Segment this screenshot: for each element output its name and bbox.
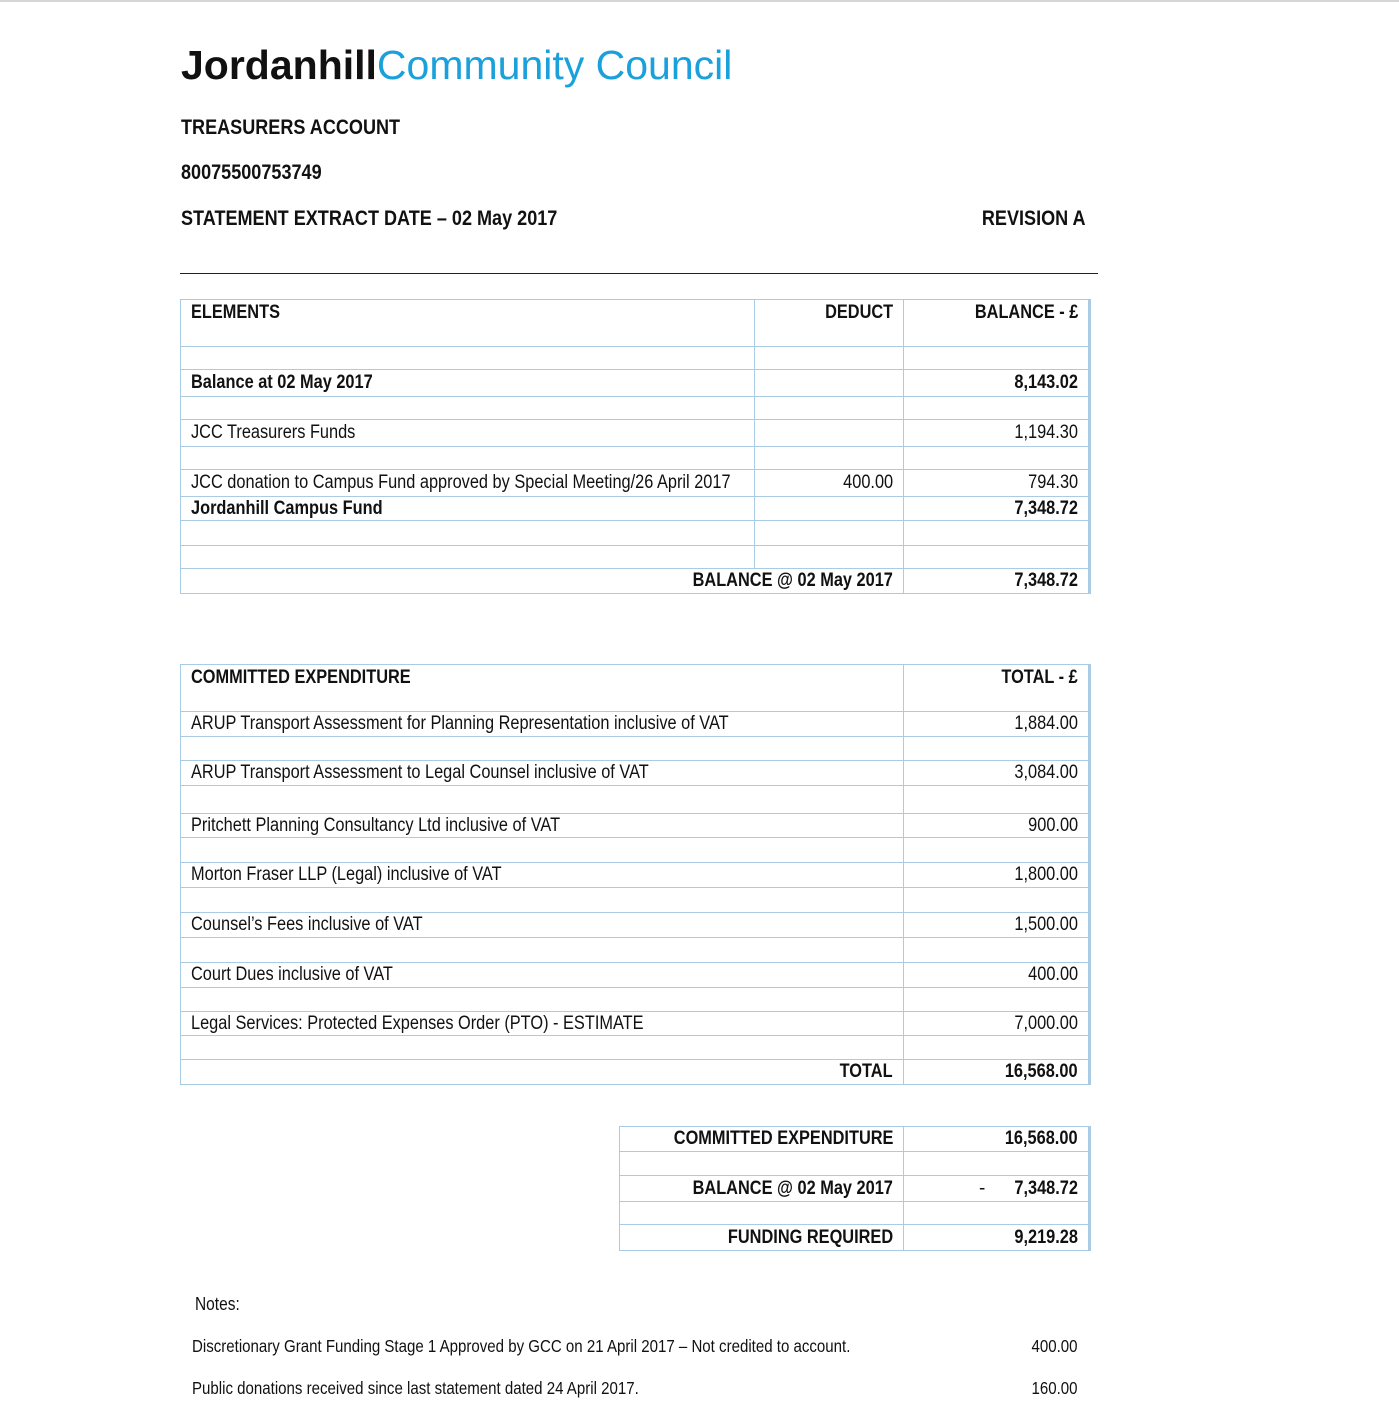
table-row-total: 1,884.00 xyxy=(904,712,1088,736)
table-row-balance xyxy=(904,521,1088,545)
table-row-total xyxy=(904,737,1088,760)
table-row-deduct: 400.00 xyxy=(755,470,903,496)
committed-expenditure-table xyxy=(180,664,1091,1085)
summary-row-value xyxy=(904,1152,1088,1175)
summary-row-label xyxy=(620,1202,903,1224)
table-row-label: ARUP Transport Assessment to Legal Counsel inclusive of VAT xyxy=(181,761,903,785)
table-row-label xyxy=(181,347,754,369)
table-row-total: 3,084.00 xyxy=(904,761,1088,785)
table-row-label: Jordanhill Campus Fund xyxy=(181,497,754,520)
table-row-label xyxy=(181,447,754,469)
table-row-deduct xyxy=(755,521,903,545)
table-row-label: Legal Services: Protected Expenses Order (PTO) - ESTIMATE xyxy=(181,1012,903,1035)
statement-date: STATEMENT EXTRACT DATE – 02 May 2017 xyxy=(181,207,558,230)
table-row-label: Counsel’s Fees inclusive of VAT xyxy=(181,913,903,937)
footer-balance-value: 7,348.72 xyxy=(904,569,1088,593)
title-community-council: Community Council xyxy=(376,42,733,88)
summary-row-label: BALANCE @ 02 May 2017 xyxy=(620,1176,903,1201)
table-row-deduct xyxy=(755,546,903,568)
table-row-label: JCC donation to Campus Fund approved by Special Meeting/26 April 2017 xyxy=(181,470,754,496)
footer-balance-label: BALANCE @ 02 May 2017 xyxy=(181,569,903,593)
table-row-label xyxy=(181,938,903,962)
table-row-balance xyxy=(904,347,1088,369)
table-row-label xyxy=(181,888,903,912)
summary-row-value: 9,219.28 xyxy=(904,1225,1088,1250)
table-row-balance: 1,194.30 xyxy=(904,420,1088,446)
table-row-total: 1,500.00 xyxy=(904,913,1088,937)
table-row-deduct xyxy=(755,447,903,469)
elements-table xyxy=(180,299,1091,594)
table-row-balance: 794.30 xyxy=(904,470,1088,496)
top-border xyxy=(0,0,1399,2)
table-row-label: JCC Treasurers Funds xyxy=(181,420,754,446)
table-row-label xyxy=(181,737,903,760)
notes-label: Notes: xyxy=(195,1294,240,1314)
header-deduct: DEDUCT xyxy=(755,300,903,346)
minus-sign: - xyxy=(979,1177,986,1199)
table-row-total xyxy=(904,1036,1088,1059)
table-row-label xyxy=(181,546,754,568)
table-row-balance: 7,348.72 xyxy=(904,497,1088,520)
table-row-label xyxy=(181,521,754,545)
table-row-deduct xyxy=(755,420,903,446)
table-row-deduct xyxy=(755,497,903,520)
table-row-total xyxy=(904,988,1088,1011)
table-row-deduct xyxy=(755,370,903,396)
council-title xyxy=(181,42,732,89)
summary-row-value: 16,568.00 xyxy=(904,1127,1088,1151)
account-name: TREASURERS ACCOUNT xyxy=(181,116,401,139)
table-row-balance xyxy=(904,447,1088,469)
table-row-total: 900.00 xyxy=(904,814,1088,837)
table-row-label: Morton Fraser LLP (Legal) inclusive of VAT xyxy=(181,863,903,887)
summary-row-value: - 7,348.72 xyxy=(904,1176,1088,1201)
summary-row-label: COMMITTED EXPENDITURE xyxy=(620,1127,903,1151)
header-committed: COMMITTED EXPENDITURE xyxy=(181,665,903,711)
summary-row-label xyxy=(620,1152,903,1175)
note-grant: Discretionary Grant Funding Stage 1 Approved by GCC on 21 April 2017 – Not credited to account. xyxy=(192,1336,851,1356)
summary-table xyxy=(619,1126,1091,1251)
table-row-label: Balance at 02 May 2017 xyxy=(181,370,754,396)
table-row-label: Pritchett Planning Consultancy Ltd inclusive of VAT xyxy=(181,814,903,837)
table-row-total xyxy=(904,838,1088,862)
table-row-deduct xyxy=(755,347,903,369)
table-row-total: 1,800.00 xyxy=(904,863,1088,887)
note-donations: Public donations received since last statement dated 24 April 2017. xyxy=(192,1378,639,1398)
header-elements: ELEMENTS xyxy=(181,300,754,346)
table-row-label xyxy=(181,838,903,862)
table-row-label: ARUP Transport Assessment for Planning Representation inclusive of VAT xyxy=(181,712,903,736)
summary-row-value xyxy=(904,1202,1088,1224)
table-row-label xyxy=(181,786,903,813)
header-balance: BALANCE - £ xyxy=(904,300,1088,346)
table-row-balance: 8,143.02 xyxy=(904,370,1088,396)
revision-label: REVISION A xyxy=(982,207,1086,230)
table-row-balance xyxy=(904,397,1088,419)
table-row-label: Court Dues inclusive of VAT xyxy=(181,963,903,987)
table-row-total: 400.00 xyxy=(904,963,1088,987)
header-total: TOTAL - £ xyxy=(904,665,1088,711)
summary-row-label: FUNDING REQUIRED xyxy=(620,1225,903,1250)
table-row-label xyxy=(181,988,903,1011)
title-jordanhill: Jordanhill xyxy=(181,42,377,88)
note-grant-value: 400.00 xyxy=(1031,1336,1078,1356)
table-row-label xyxy=(181,1036,903,1059)
table-row-deduct xyxy=(755,397,903,419)
table-row-balance xyxy=(904,546,1088,568)
table-row-total: 7,000.00 xyxy=(904,1012,1088,1035)
account-number: 80075500753749 xyxy=(181,161,322,184)
table-row-total xyxy=(904,938,1088,962)
header-rule xyxy=(180,273,1098,274)
table-row-total xyxy=(904,888,1088,912)
footer-total-label: TOTAL xyxy=(181,1060,903,1084)
table-row-total xyxy=(904,786,1088,813)
footer-total-value: 16,568.00 xyxy=(904,1060,1088,1084)
note-donations-value: 160.00 xyxy=(1031,1378,1078,1398)
table-row-label xyxy=(181,397,754,419)
